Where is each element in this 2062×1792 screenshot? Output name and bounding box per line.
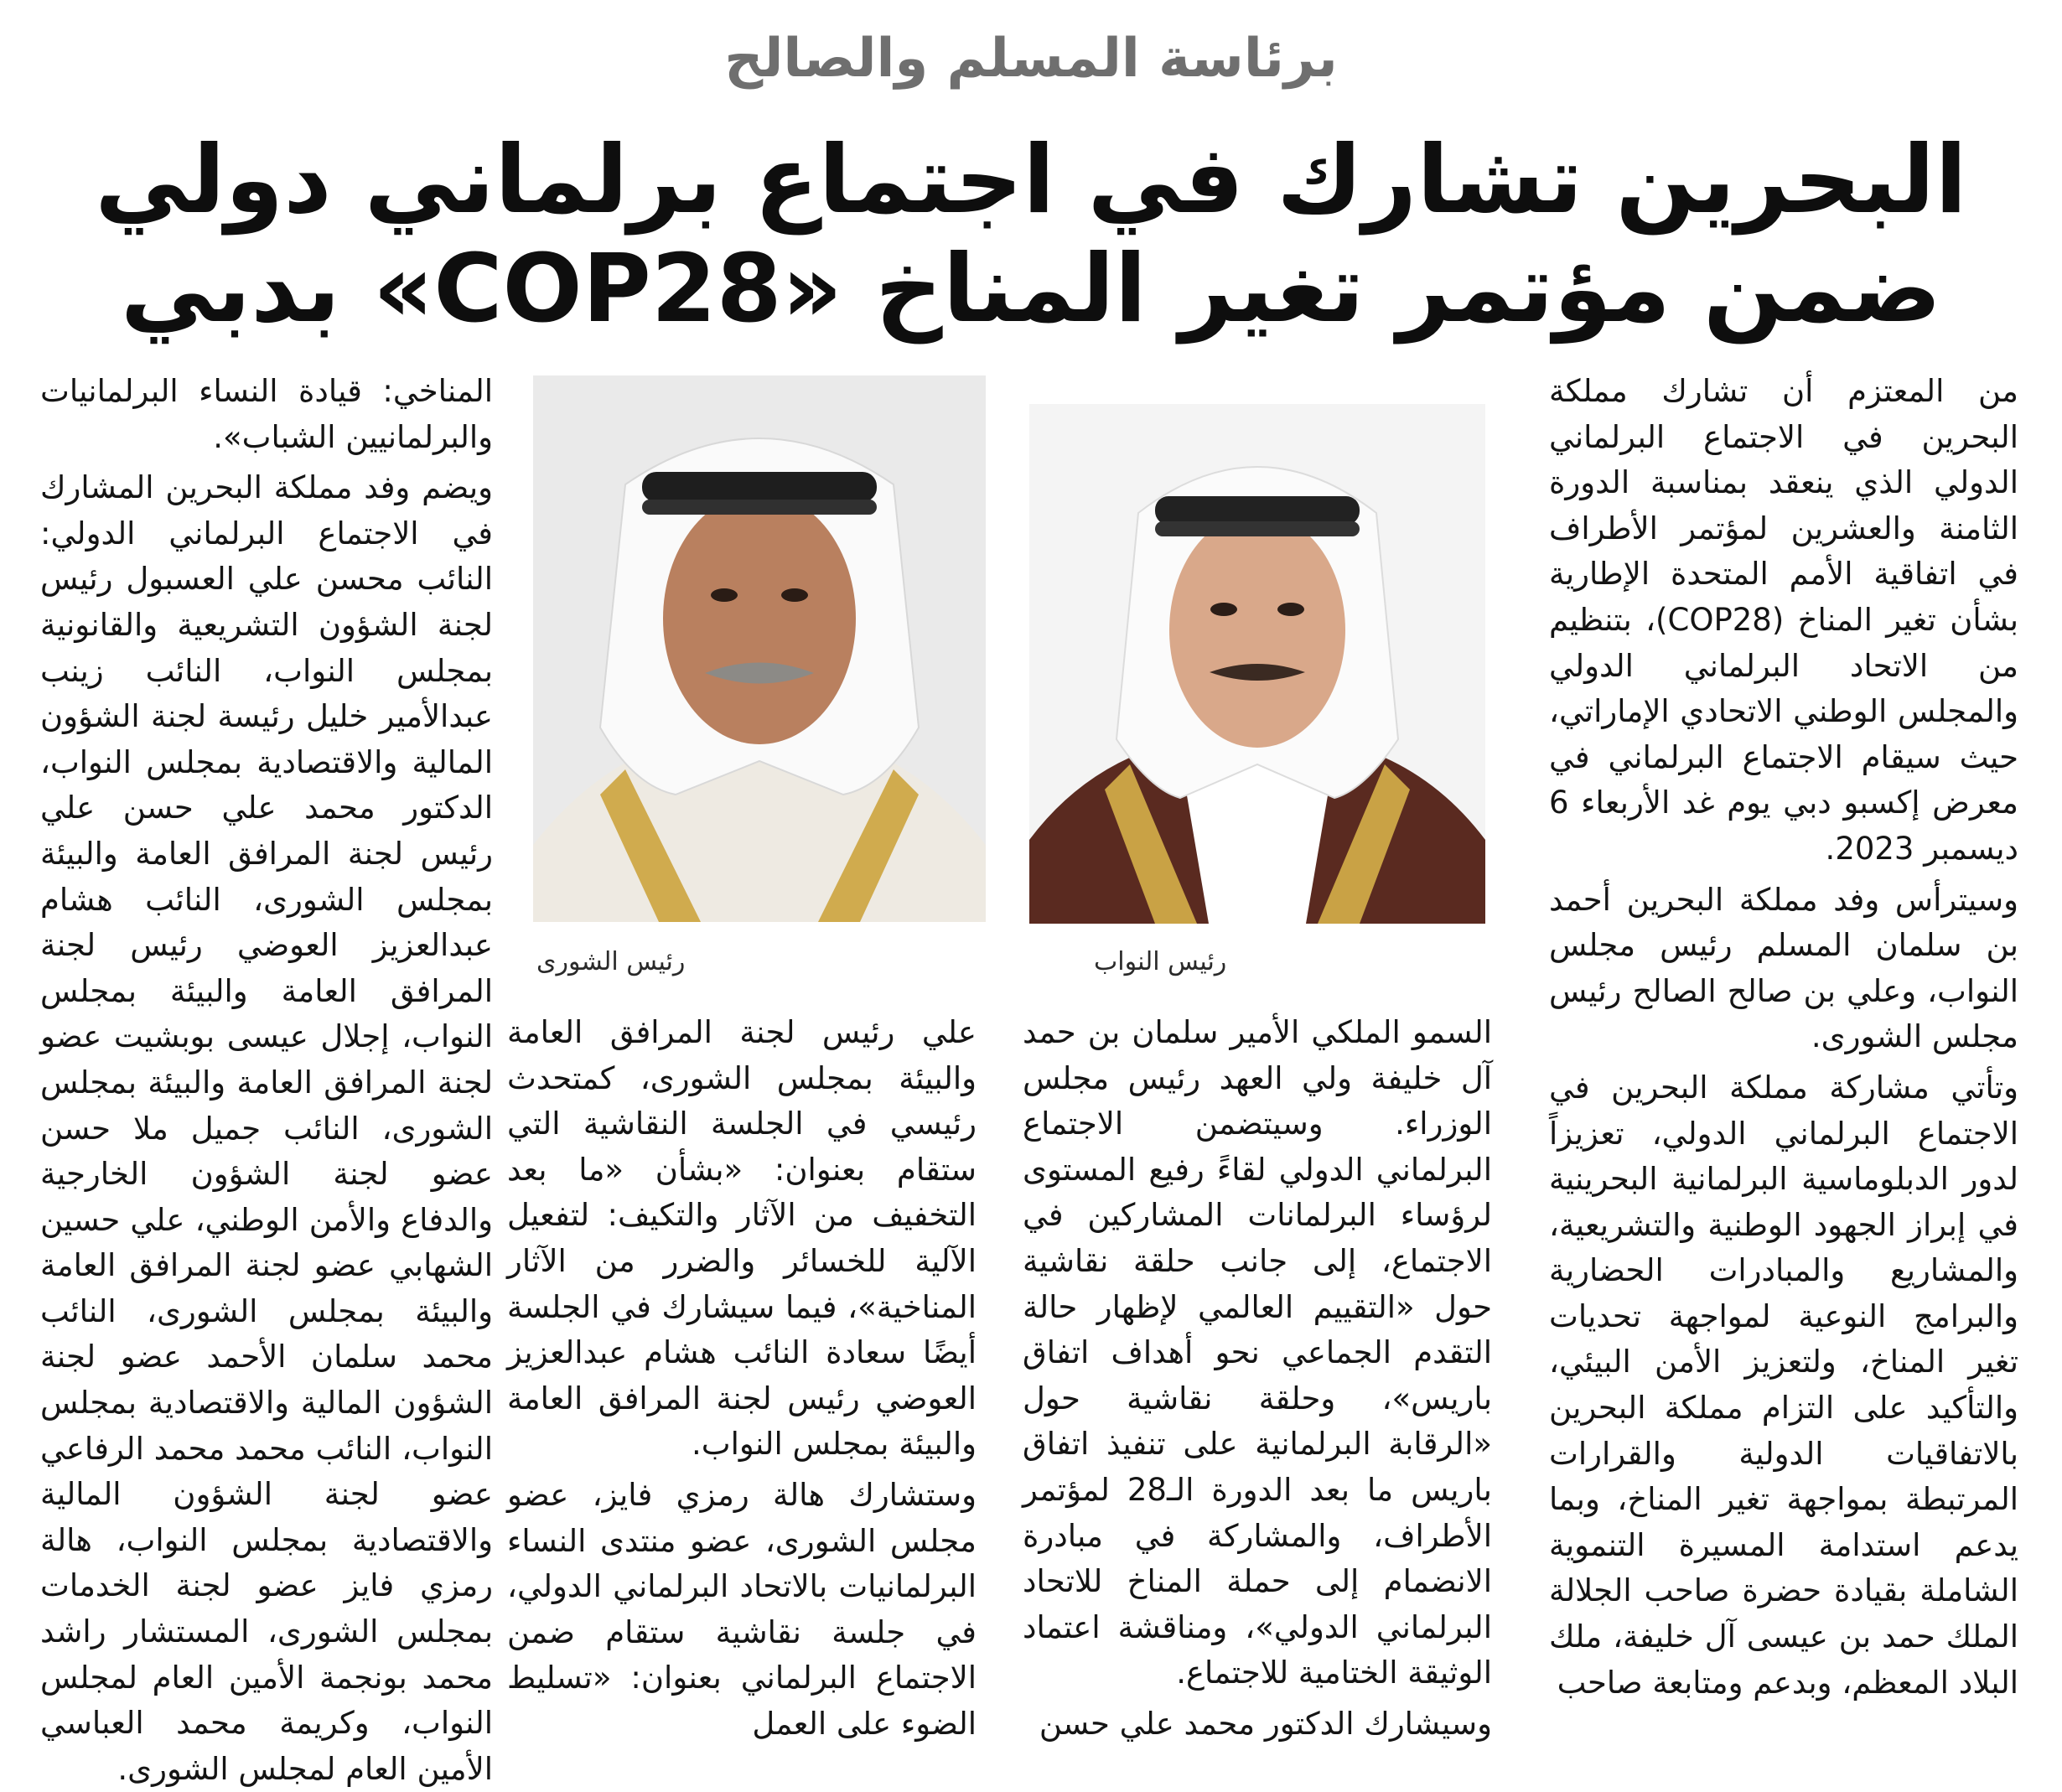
article-column-1 xyxy=(1549,369,2018,1706)
paragraph: وسيترأس وفد مملكة البحرين أحمد بن سلمان المسلم رئيس مجلس النواب، وعلي بن صالح الصالح رئيس مجلس الشورى. xyxy=(1549,881,2018,1055)
paragraph: السمو الملكي الأمير سلمان بن حمد آل خليفة ولي العهد رئيس مجلس الوزراء. وسيتضمن الاجتماع البرلماني الدولي لقاءً رفيع المستوى لرؤساء البرلمانات المشاركين في الاجتماع، إلى جانب حلقة نقاشية حول «التقييم العالمي لإظهار حالة التقدم الجماعي نحو أهداف اتفاق باريس»، وحلقة نقاشية حول «الرقابة البرلمانية على تنفيذ اتفاق باريس ما بعد الدورة الـ28 لمؤتمر الأطراف، والمشاركة في مبادرة الانضمام إلى حملة المناخ للاتحاد البرلماني الدولي»، ومناقشة اعتماد الوثيقة الختامية للاجتماع. xyxy=(1023,1014,1492,1691)
paragraph: وسيشارك الدكتور محمد علي حسن xyxy=(1039,1705,1492,1742)
headline-line-1: البحرين تشارك في اجتماع برلماني دولي xyxy=(95,126,1967,235)
paragraph: وستشارك هالة رمزي فايز، عضو مجلس الشورى، عضو منتدى النساء البرلمانيات بالاتحاد البرلماني الدولي، في جلسة نقاشية ستقام ضمن الاجتماع البرلماني بعنوان: «تسليط الضوء على العمل xyxy=(507,1476,977,1742)
paragraph: المناخي: قيادة النساء البرلمانيات والبرلمانيين الشباب». xyxy=(40,373,493,455)
article-column-2 xyxy=(1023,1010,1492,1748)
portrait-illustration xyxy=(533,375,986,922)
paragraph: من المعتزم أن تشارك مملكة البحرين في الاجتماع البرلماني الدولي الذي ينعقد بمناسبة الدورة الثامنة والعشرين لمؤتمر الأطراف في اتفاقية الأمم المتحدة الإطارية بشأن تغير المناخ (COP28)، بتنظيم من الاتحاد البرلماني الدولي والمجلس الوطني الاتحادي الإماراتي، حيث سيقام الاجتماع البرلماني في معرض إكسبو دبي يوم غد الأربعاء 6 ديسمبر 2023. xyxy=(1549,373,2018,867)
paragraph: ويضم وفد مملكة البحرين المشارك في الاجتماع البرلماني الدولي: النائب محسن علي العسبول رئيس لجنة الشؤون التشريعية والقانونية بمجلس النواب، النائب زينب عبدالأمير خليل رئيسة لجنة الشؤون المالية والاقتصادية بمجلس النواب، الدكتور محمد علي حسن علي رئيس لجنة المرافق العامة والبيئة بمجلس الشورى، النائب هشام عبدالعزيز العوضي رئيس لجنة المرافق العامة والبيئة بمجلس النواب، إجلال عيسى بوبشيت عضو لجنة المرافق العامة والبيئة بمجلس الشورى، النائب جميل ملا حسن عضو لجنة الشؤون الخارجية والدفاع والأمن الوطني، علي حسين الشهابي عضو لجنة المرافق العامة والبيئة بمجلس الشورى، النائب محمد سلمان الأحمد عضو لجنة الشؤون المالية والاقتصادية بمجلس النواب، النائب محمد محمد الرفاعي عضو لجنة الشؤون المالية والاقتصادية بمجلس النواب، هالة رمزي فايز عضو لجنة الخدمات بمجلس الشورى، المستشار راشد محمد بونجمة الأمين العام لمجلس النواب، وكريمة محمد العباسي الأمين العام لمجلس الشورى. xyxy=(40,469,493,1787)
article-column-3 xyxy=(507,1010,977,1748)
photo-caption-speaker: رئيس النواب xyxy=(1094,947,1227,976)
portrait-illustration xyxy=(1029,404,1485,924)
article-column-4 xyxy=(40,369,493,1792)
photo-caption-shura: رئيس الشورى xyxy=(536,947,686,976)
headline-line-2: ضمن مؤتمر تغير المناخ «COP28» بدبي xyxy=(120,235,1942,344)
kicker: برئاسة المسلم والصالح xyxy=(724,28,1338,90)
paragraph: وتأتي مشاركة مملكة البحرين في الاجتماع البرلماني الدولي، تعزيزاً لدور الدبلوماسية البرلمانية البحرينية في إبراز الجهود الوطنية والتشريعية، والمشاريع والمبادرات الحضارية والبرامج النوعية لمواجهة تحديات تغير المناخ، ولتعزيز الأمن البيئي، والتأكيد على التزام مملكة البحرين بالاتفاقيات الدولية والقرارات المرتبطة بمواجهة تغير المناخ، وبما يدعم استدامة المسيرة التنموية الشاملة بقيادة حضرة صاحب الجلالة الملك حمد بن عيسى آل خليفة، ملك البلاد المعظم، وبدعم ومتابعة صاحب xyxy=(1549,1069,2018,1701)
paragraph: علي رئيس لجنة المرافق العامة والبيئة بمجلس الشورى، كمتحدث رئيسي في الجلسة النقاشية التي ستقام بعنوان: «بشأن «ما بعد التخفيف من الآثار والتكيف: لتفعيل الآلية للخسائر والضرر من الآثار المناخية»، فيما سيشارك في الجلسة أيضًا سعادة النائب هشام عبدالعزيز العوضي رئيس لجنة المرافق العامة والبيئة بمجلس النواب. xyxy=(507,1014,977,1463)
photo-shura-chairman xyxy=(533,375,986,922)
photo-speaker-of-parliament xyxy=(1029,404,1485,924)
